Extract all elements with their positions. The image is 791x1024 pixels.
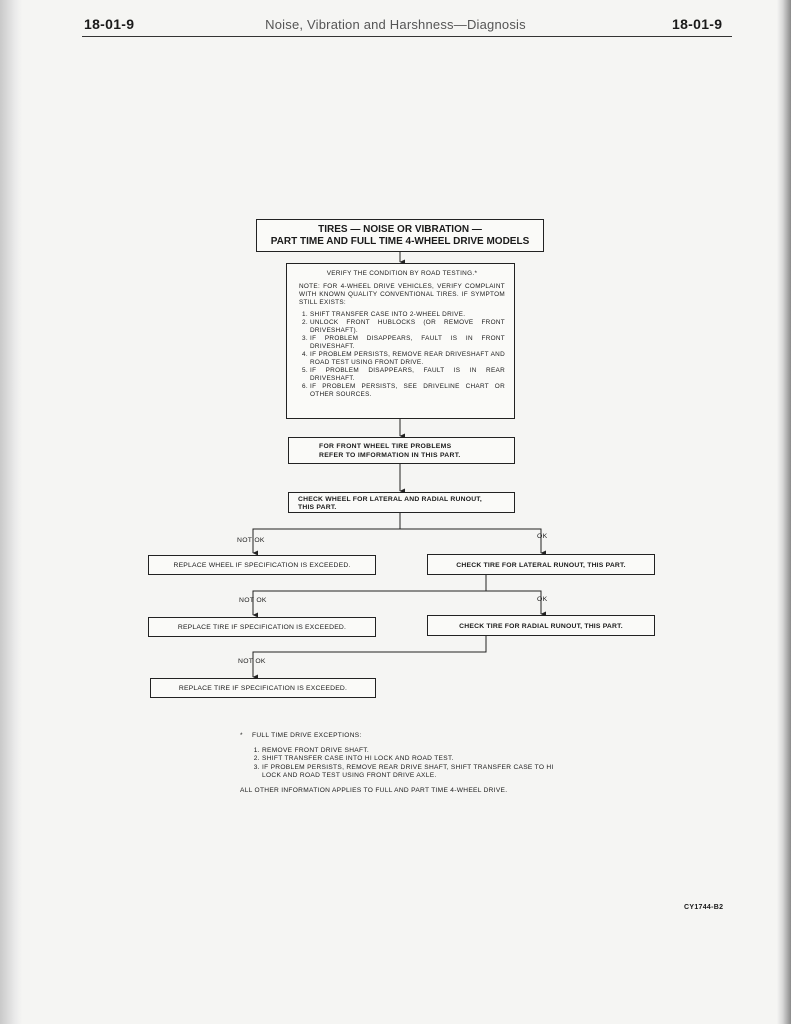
verify-condition-box — [286, 263, 515, 419]
verify-steps — [299, 311, 505, 399]
check-wheel-line1: CHECK WHEEL FOR LATERAL AND RADIAL RUNOUT, — [298, 496, 482, 503]
exception-item: 2. SHIFT TRANSFER CASE INTO HI LOCK AND ROAD TEST. — [262, 755, 570, 764]
exceptions-heading-text: FULL TIME DRIVE EXCEPTIONS: — [252, 732, 362, 739]
connector-radial-not-ok — [253, 636, 486, 677]
exception-item: 3. IF PROBLEM PERSISTS, REMOVE REAR DRIVE SHAFT, SHIFT TRANSFER CASE TO HI LOCK AND ROAD TEST USING FRONT DRIVE AXLE. — [262, 764, 570, 781]
replace-tire-final-box: REPLACE TIRE IF SPECIFICATION IS EXCEEDED. — [150, 678, 376, 698]
check-wheel-runout-box — [288, 492, 515, 513]
all-other-info: ALL OTHER INFORMATION APPLIES TO FULL AND PART TIME 4-WHEEL DRIVE. — [240, 786, 508, 794]
not-ok-label: NOT OK — [238, 658, 266, 665]
replace-wheel-box: REPLACE WHEEL IF SPECIFICATION IS EXCEEDED. — [148, 555, 376, 575]
exceptions-heading — [240, 732, 570, 741]
figure-code: CY1744-B2 — [684, 904, 724, 911]
connector-check-ok — [400, 529, 541, 553]
exception-item: 1. REMOVE FRONT DRIVE SHAFT. — [262, 747, 570, 756]
page-number-right: 18-01-9 — [672, 16, 723, 32]
front-wheel-line2: REFER TO IMFORMATION IN THIS PART. — [319, 452, 461, 459]
not-ok-label: NOT OK — [237, 537, 265, 544]
check-radial-runout-box: CHECK TIRE FOR RADIAL RUNOUT, THIS PART. — [427, 615, 655, 636]
section-title: Noise, Vibration and Harshness—Diagnosis — [265, 17, 526, 32]
footnote-star: * — [240, 732, 243, 739]
ok-label: OK — [537, 533, 548, 540]
check-wheel-line2: THIS PART. — [298, 504, 337, 511]
exceptions-list — [240, 747, 570, 781]
ok-label: OK — [537, 596, 548, 603]
full-time-exceptions — [240, 732, 570, 795]
verify-step: 6. IF PROBLEM PERSISTS, SEE DRIVELINE CHART OR OTHER SOURCES. — [310, 383, 505, 399]
replace-tire-box: REPLACE TIRE IF SPECIFICATION IS EXCEEDED. — [148, 617, 376, 637]
connector-check-split — [253, 513, 400, 553]
flowchart-title-line1: TIRES — NOISE OR VIBRATION — — [318, 224, 482, 235]
verify-step: 2. UNLOCK FRONT HUBLOCKS (OR REMOVE FRONT DRIVESHAFT). — [310, 319, 505, 335]
connector-lateral-split — [253, 575, 486, 615]
verify-step: 4. IF PROBLEM PERSISTS, REMOVE REAR DRIVESHAFT AND ROAD TEST USING FRONT DRIVE. — [310, 351, 505, 367]
verify-step: 1. SHIFT TRANSFER CASE INTO 2-WHEEL DRIVE. — [310, 311, 505, 319]
not-ok-label: NOT OK — [239, 597, 267, 604]
flowchart-title-line2: PART TIME AND FULL TIME 4-WHEEL DRIVE MODELS — [270, 236, 530, 247]
verify-note: NOTE: FOR 4-WHEEL DRIVE VEHICLES, VERIFY COMPLAINT WITH KNOWN QUALITY CONVENTIONAL TIRES. IF SYMPTOM STILL EXISTS: — [299, 283, 505, 306]
check-lateral-runout-box: CHECK TIRE FOR LATERAL RUNOUT, THIS PART. — [427, 554, 655, 575]
flowchart-title-box — [256, 219, 544, 252]
verify-heading: VERIFY THE CONDITION BY ROAD TESTING.* — [326, 270, 478, 277]
front-wheel-box — [288, 437, 515, 464]
connector-lateral-ok — [486, 591, 541, 614]
verify-step: 5. IF PROBLEM DISAPPEARS, FAULT IS IN REAR DRIVESHAFT. — [310, 367, 505, 383]
front-wheel-line1: FOR FRONT WHEEL TIRE PROBLEMS — [319, 443, 452, 450]
page-number-left: 18-01-9 — [84, 16, 135, 32]
verify-step: 3. IF PROBLEM DISAPPEARS, FAULT IS IN FRONT DRIVESHAFT. — [310, 335, 505, 351]
